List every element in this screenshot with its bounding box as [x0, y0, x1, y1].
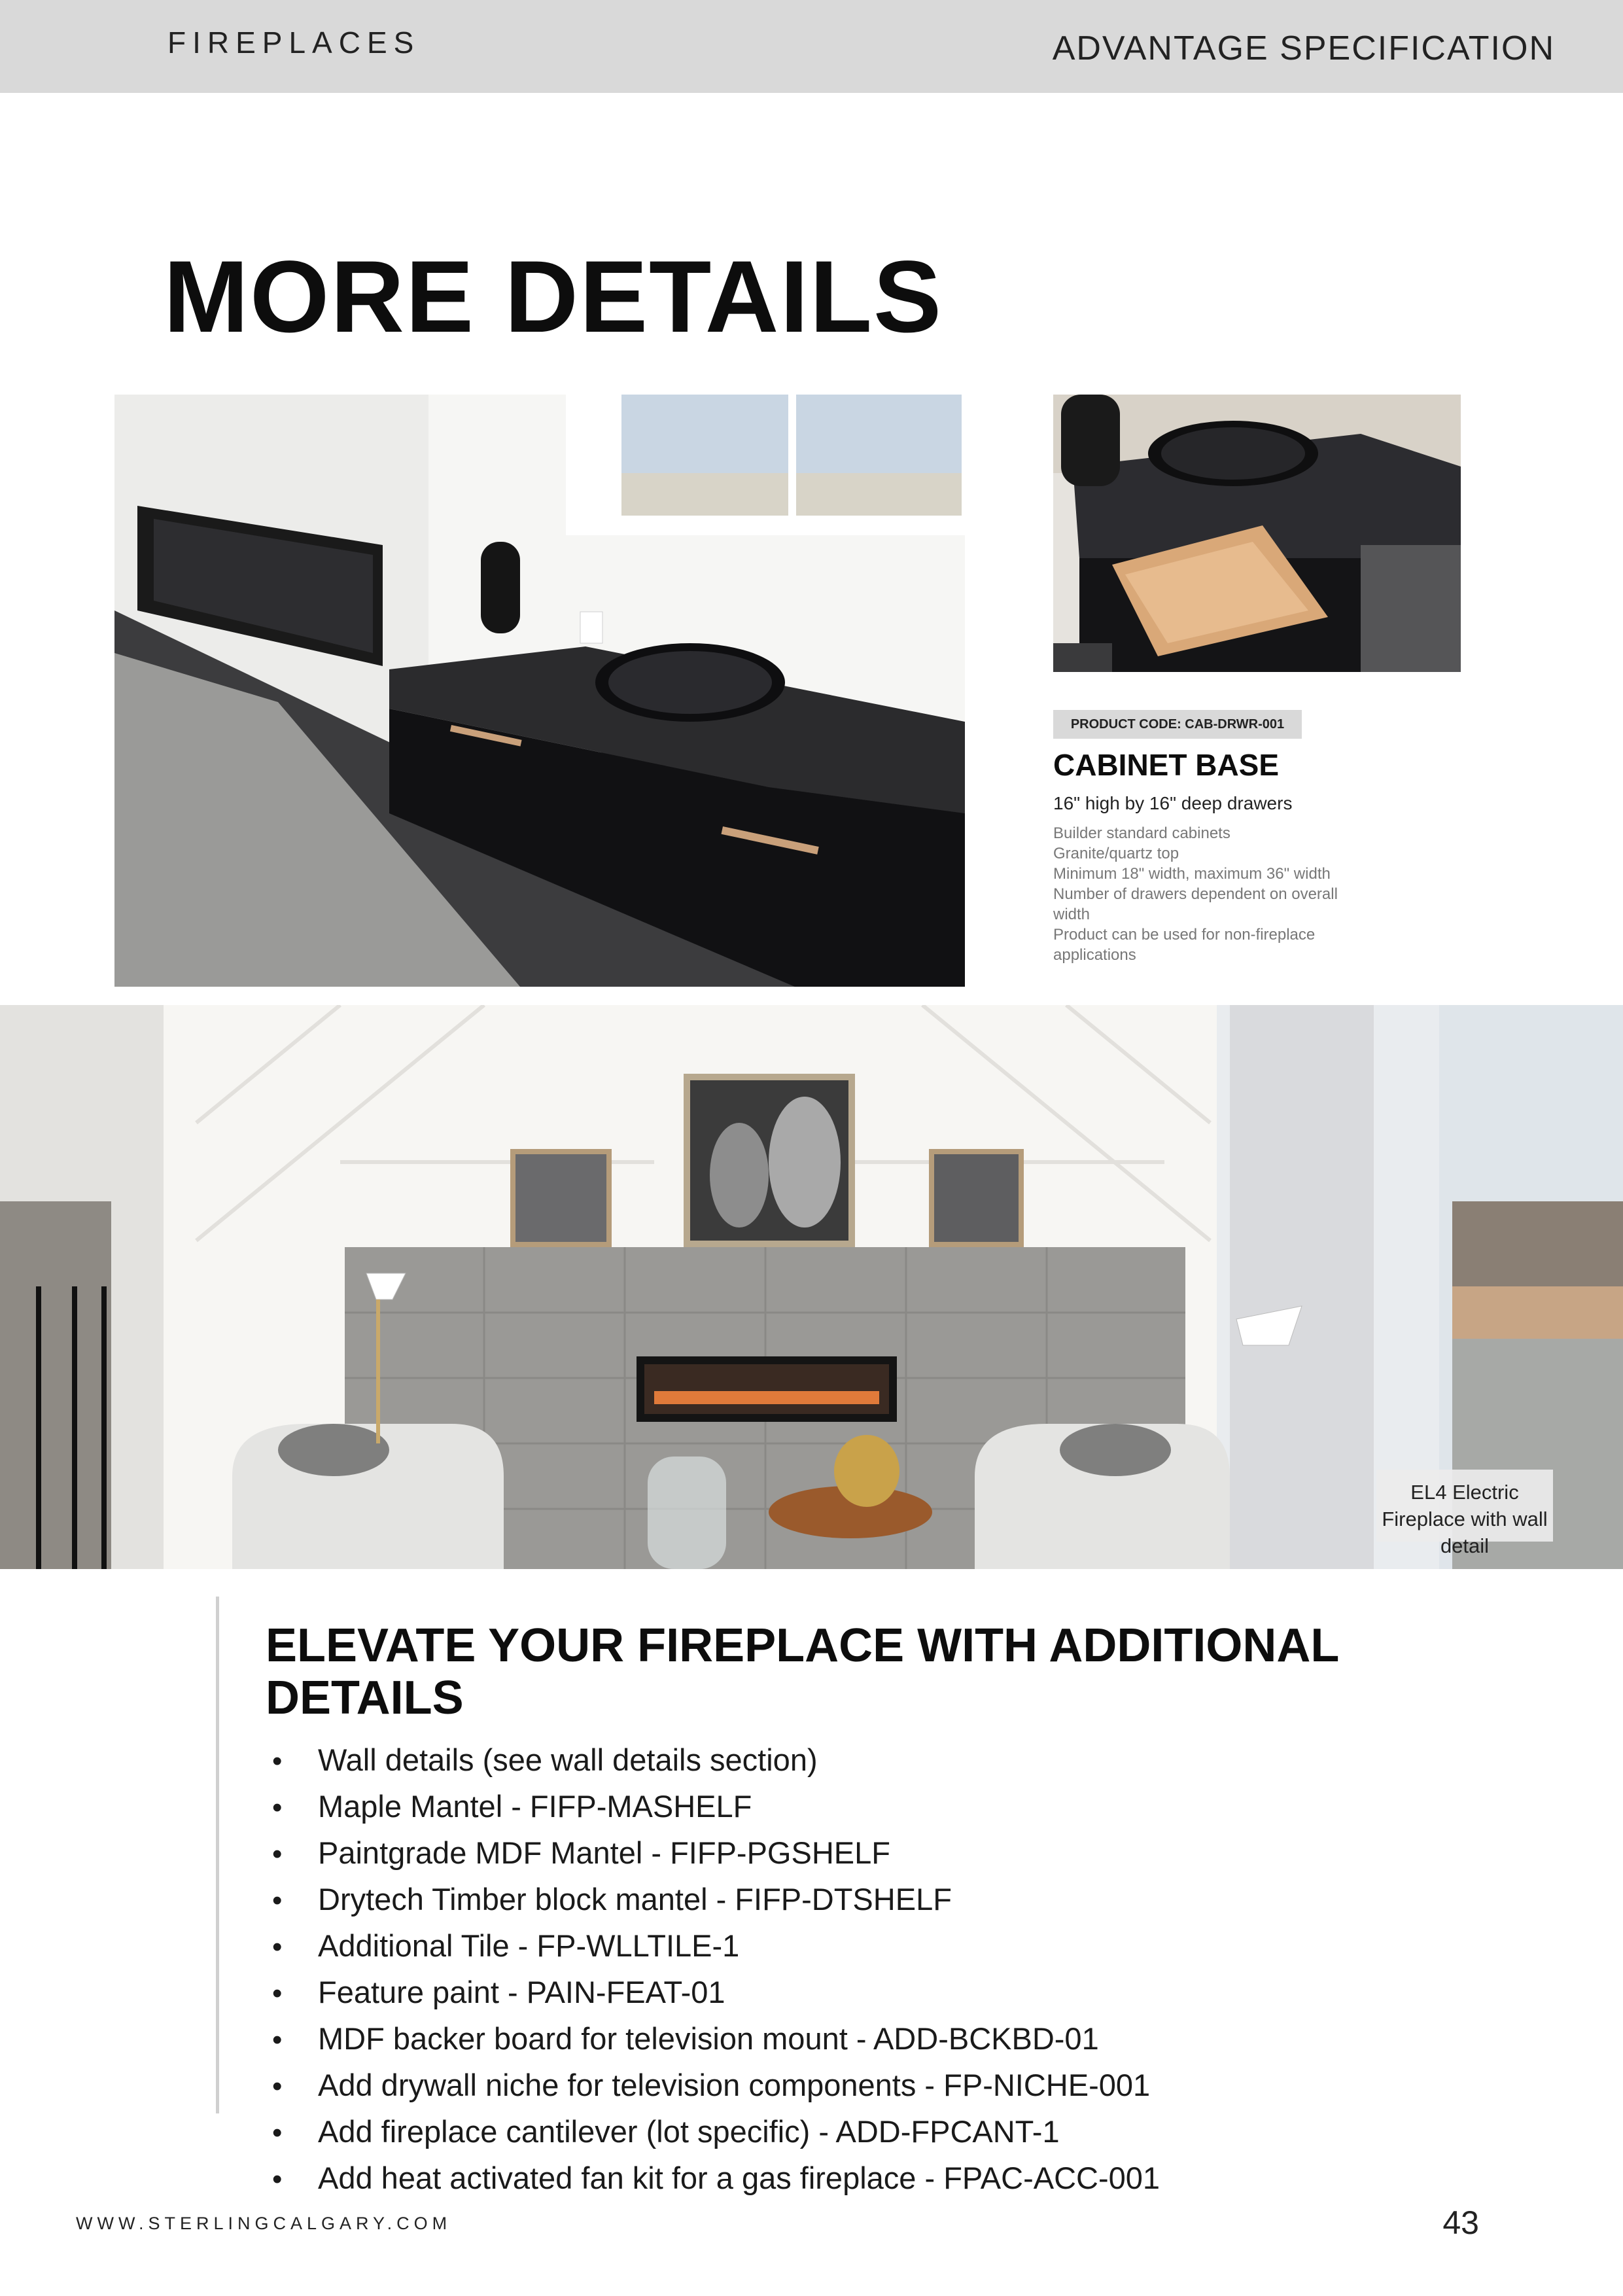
- page-title: MORE DETAILS: [164, 240, 943, 354]
- drawer-detail-photo: [1053, 395, 1461, 672]
- page-number: 43: [1442, 2204, 1479, 2241]
- upgrade-options-list: [272, 1737, 1160, 2202]
- list-item: • Wall details (see wall details section): [272, 1737, 1160, 1784]
- product-detail-item: Number of drawers dependent on overall width: [1053, 885, 1338, 923]
- list-item: • Feature paint - PAIN-FEAT-01: [272, 1969, 1160, 2016]
- document-title: ADVANTAGE SPECIFICATION: [1052, 29, 1555, 67]
- product-detail-item: Granite/quartz top: [1053, 845, 1179, 862]
- list-item: • Maple Mantel - FIFP-MASHELF: [272, 1784, 1160, 1830]
- list-item: • Add heat activated fan kit for a gas fireplace - FPAC-ACC-001: [272, 2155, 1160, 2202]
- list-item: • Add drywall niche for television components - FP-NICHE-001: [272, 2062, 1160, 2109]
- section-label: FIREPLACES: [167, 26, 421, 60]
- list-item: • MDF backer board for television mount - ADD-BCKBD-01: [272, 2016, 1160, 2062]
- list-item: • Drytech Timber block mantel - FIFP-DTSHELF: [272, 1877, 1160, 1923]
- section-title: ELEVATE YOUR FIREPLACE WITH ADDITIONAL DETAILS: [266, 1619, 1339, 1724]
- cabinet-fireplace-photo: [114, 395, 965, 987]
- list-item: • Additional Tile - FP-WLLTILE-1: [272, 1923, 1160, 1969]
- product-detail-item: Product can be used for non-fireplace applications: [1053, 926, 1316, 964]
- product-subtitle: 16" high by 16" deep drawers: [1053, 793, 1293, 813]
- product-code-badge: PRODUCT CODE: CAB-DRWR-001: [1053, 710, 1302, 739]
- photo-caption: EL4 Electric Fireplace with wall detail: [1376, 1470, 1553, 1542]
- list-item: • Add fireplace cantilever (lot specific) - ADD-FPCANT-1: [272, 2109, 1160, 2155]
- section-divider-line: [216, 1597, 219, 2113]
- page-header: [0, 0, 1623, 93]
- product-details-list: [1053, 823, 1354, 965]
- footer-website-link[interactable]: WWW.STERLINGCALGARY.COM: [76, 2214, 452, 2233]
- product-title: CABINET BASE: [1053, 748, 1280, 782]
- list-item: • Paintgrade MDF Mantel - FIFP-PGSHELF: [272, 1830, 1160, 1877]
- product-detail-item: Builder standard cabinets: [1053, 824, 1230, 842]
- product-detail-item: Minimum 18" width, maximum 36" width: [1053, 865, 1331, 883]
